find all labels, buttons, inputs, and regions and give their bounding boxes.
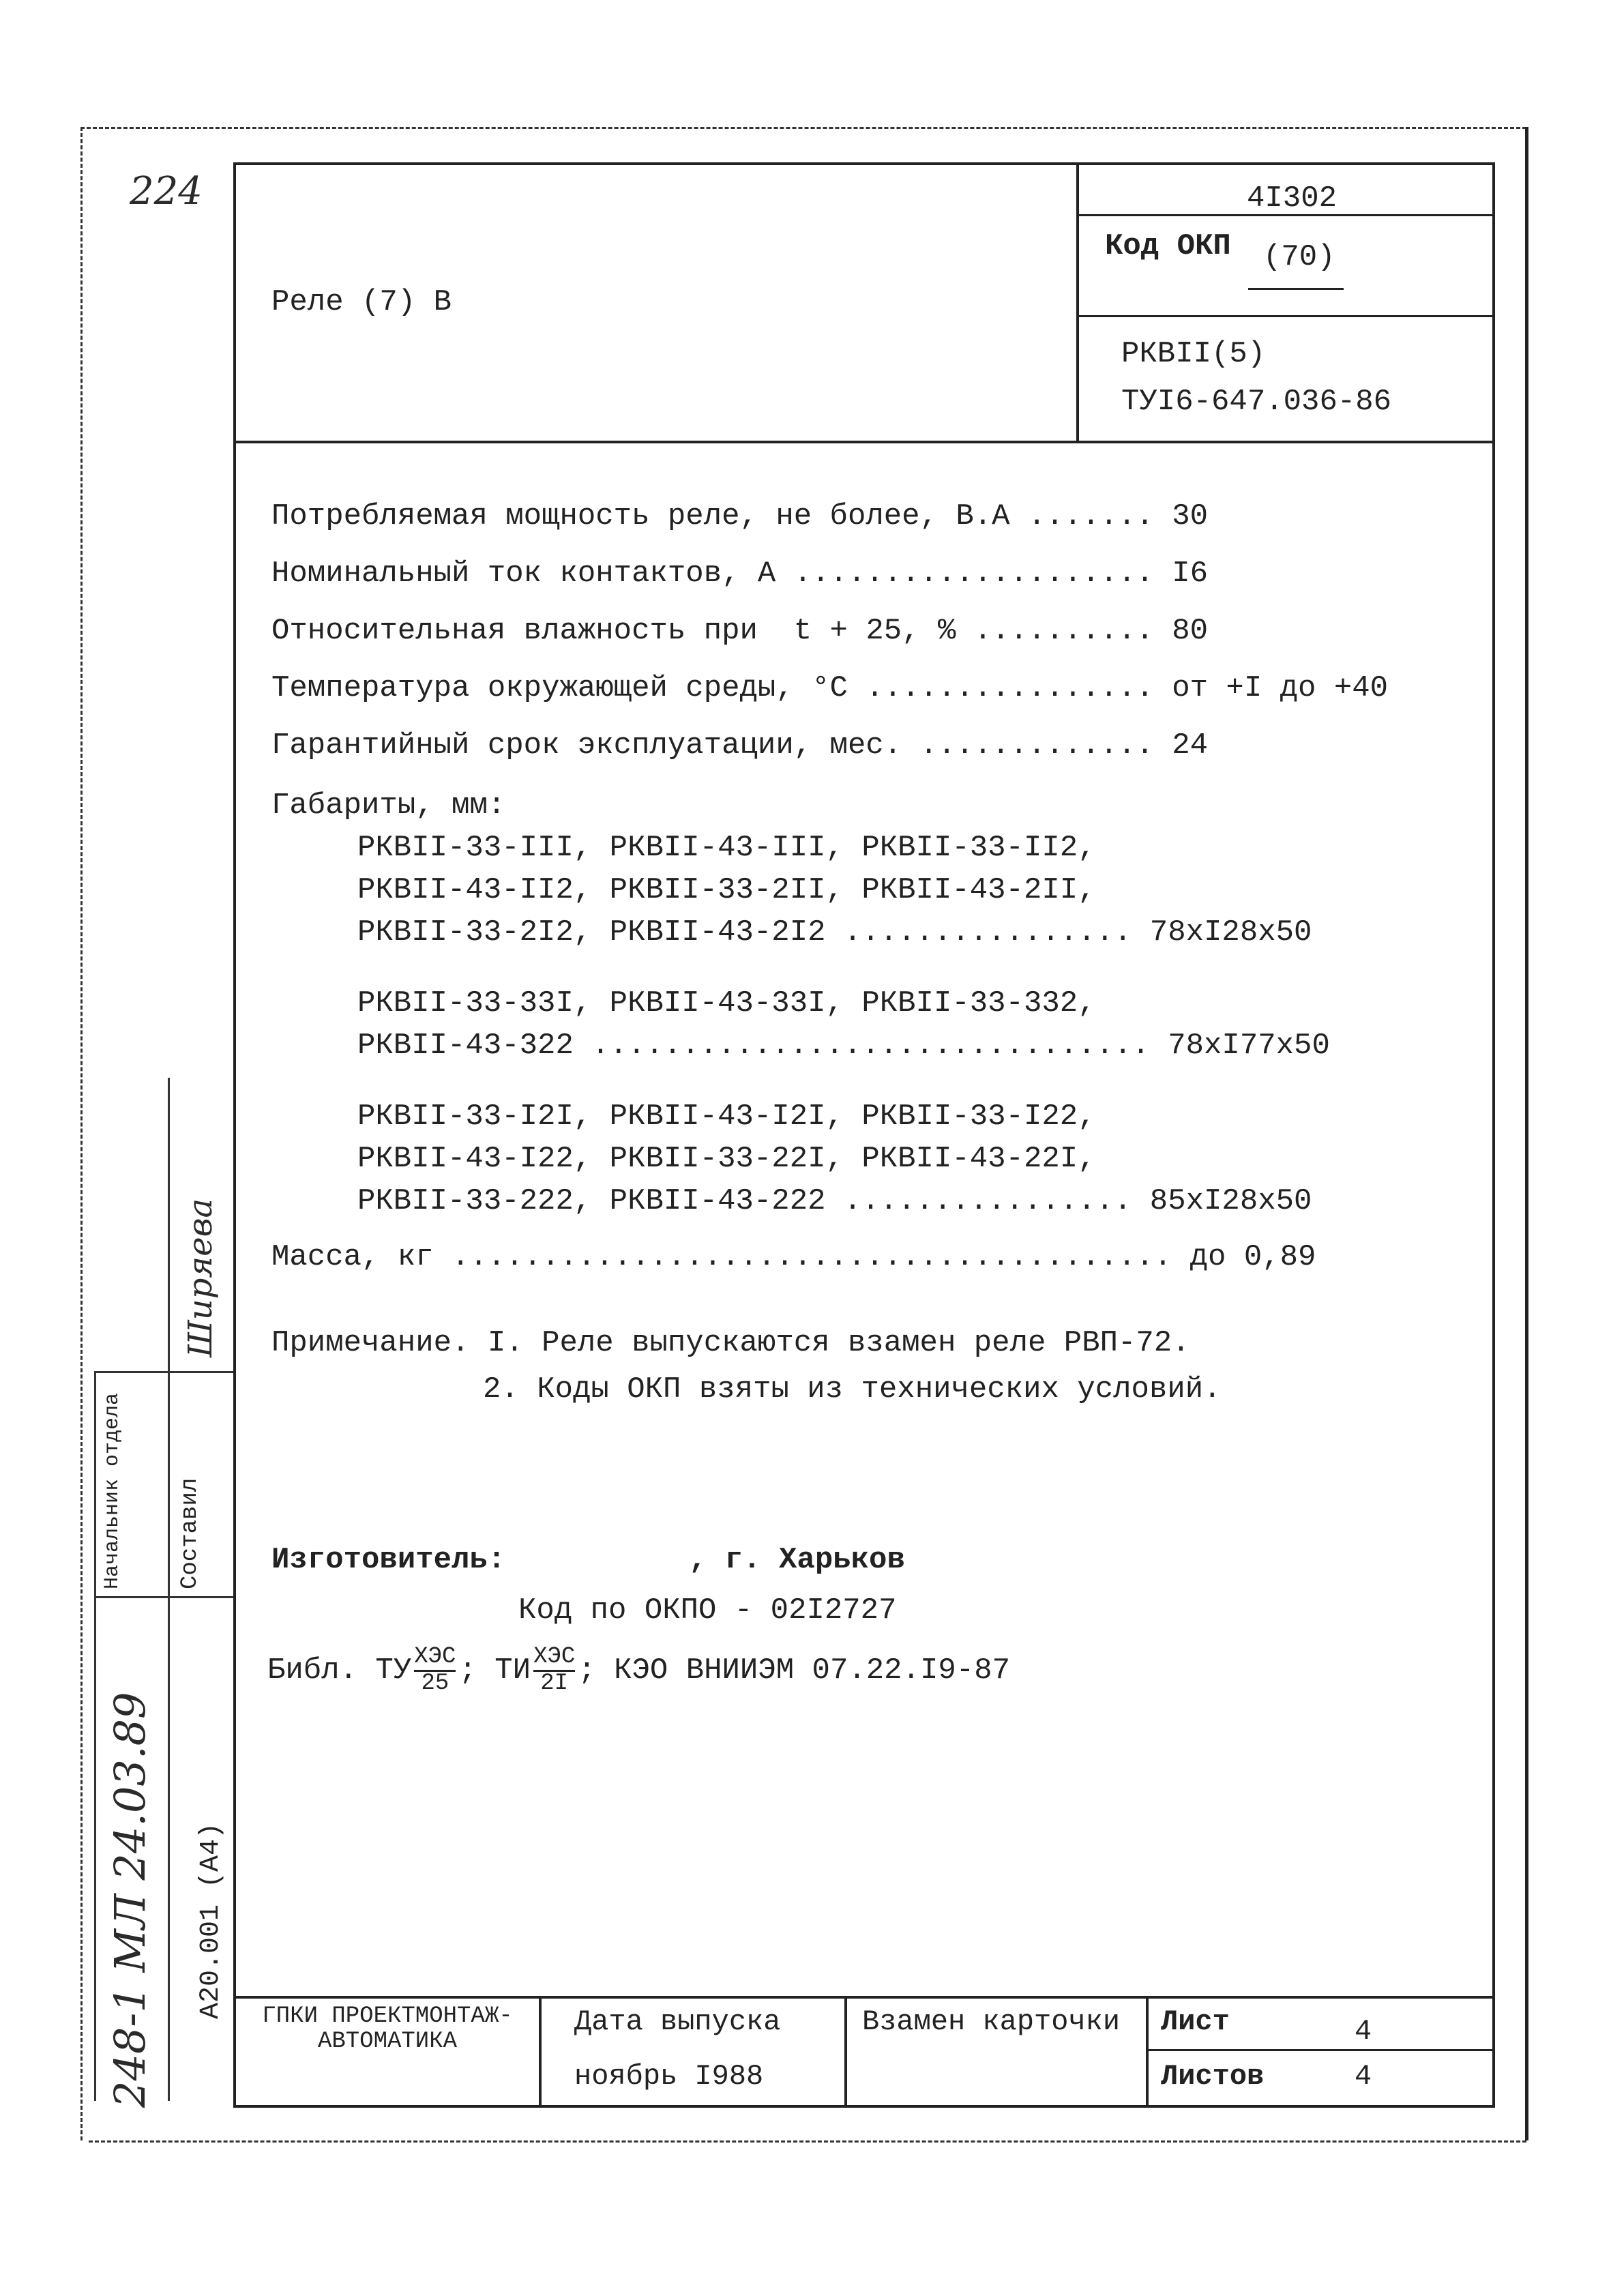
- spec-value: 24: [1172, 728, 1209, 763]
- spec-code: ТУI6-647.036-86: [1121, 385, 1392, 419]
- model-line: РКВII-33-33I, РКВII-43-33I, РКВII-33-332,: [357, 986, 1096, 1020]
- model-line: РКВII-43-I22, РКВII-33-22I, РКВII-43-22I,: [357, 1142, 1096, 1176]
- model-code: РКВII(5): [1121, 337, 1266, 371]
- model-line: [357, 1029, 1330, 1071]
- handwritten-reference: 248-1 МЛ 24.03.89: [105, 1692, 155, 2108]
- doc-ref: А20.001 (А4): [196, 1822, 226, 2019]
- spec-label: Температура окружающей среды, °С ................: [271, 671, 1154, 705]
- dimension-group-1: [357, 831, 1312, 958]
- dimensions-heading: Габариты, мм:: [271, 789, 506, 823]
- spec-row: [271, 671, 1388, 728]
- spec-row: [271, 499, 1388, 557]
- cut-line-left: [80, 127, 83, 2140]
- footer-organization: ГПКИ ПРОЕКТМОНТАЖ- АВТОМАТИКА: [262, 2003, 513, 2055]
- header-divider: [1076, 162, 1079, 442]
- model-line: РКВII-33-I2I, РКВII-43-I2I, РКВII-33-I22,: [357, 1100, 1096, 1134]
- spec-row: [271, 557, 1388, 614]
- spec-value: 80: [1172, 614, 1209, 648]
- okpo-code: Код по ОКПО - 02I2727: [518, 1593, 897, 1628]
- cut-line-right: [1525, 127, 1528, 2140]
- spec-value: I6: [1172, 557, 1209, 591]
- card-title: Реле (7) В: [271, 285, 452, 319]
- model-line-text: РКВII-43-322 ...............................: [357, 1029, 1150, 1063]
- head-of-dept-label: Начальник отдела: [101, 1392, 124, 1589]
- handwritten-page-number: 224: [130, 169, 203, 214]
- mass-row: [271, 1240, 1316, 1274]
- biblio-ti: ; ТИ: [458, 1653, 531, 1688]
- cut-line-top: [80, 127, 1526, 129]
- header-rule-2: [1076, 315, 1495, 317]
- okp-underline: [1248, 288, 1344, 290]
- margin-divider-1: [168, 1078, 170, 2101]
- spec-list: [271, 499, 1388, 786]
- spec-row: [271, 728, 1388, 786]
- biblio-prefix: Библ. ТУ: [267, 1653, 412, 1688]
- code-number: 4I302: [1247, 181, 1337, 216]
- footer-divider-1: [539, 1996, 542, 2108]
- mass-value: до 0,89: [1189, 1240, 1316, 1274]
- model-line-text: РКВII-33-2I2, РКВII-43-2I2 ................: [357, 915, 1132, 950]
- dimension-value: 78хI77х50: [1168, 1029, 1330, 1063]
- biblio-line: [267, 1645, 1010, 1696]
- manufacturer-city: , г. Харьков: [689, 1543, 905, 1577]
- note-line-1: Примечание. I. Реле выпускаются взамен реле РВП-72.: [271, 1326, 1190, 1360]
- header-bottom-rule: [233, 441, 1495, 443]
- replaces-card-label: Взамен карточки: [862, 2005, 1121, 2038]
- margin-rule-1: [94, 1371, 233, 1373]
- issue-date-value: ноябрь I988: [574, 2060, 764, 2093]
- sheet-label: Лист: [1161, 2005, 1230, 2038]
- dimension-value: 85хI28х50: [1149, 1184, 1312, 1218]
- model-line: РКВII-33-III, РКВII-43-III, РКВII-33-II2,: [357, 831, 1096, 865]
- spec-label: Номинальный ток контактов, А ....................: [271, 557, 1154, 591]
- spec-label: Относительная влажность при t + 25, % ..........: [271, 614, 1154, 648]
- fraction-denominator: 2I: [540, 1670, 569, 1696]
- spec-label: Потребляемая мощность реле, не более, В.А .......: [271, 499, 1154, 533]
- biblio-fraction-2: [533, 1645, 575, 1696]
- dimension-group-2: [357, 986, 1330, 1071]
- dimension-value: 78хI28х50: [1149, 915, 1312, 950]
- dimension-group-3: [357, 1100, 1312, 1226]
- okp-label: Код ОКП: [1105, 229, 1231, 263]
- margin-rule-2: [94, 1596, 233, 1598]
- footer-sheet-rule: [1146, 2049, 1495, 2051]
- cut-line-bottom: [89, 2140, 1526, 2143]
- footer-top-rule: [233, 1996, 1495, 1999]
- spec-value: от +I до +40: [1172, 671, 1389, 705]
- issue-date-label: Дата выпуска: [574, 2005, 781, 2038]
- footer-divider-3: [1146, 1996, 1149, 2108]
- compiled-signature: Ширяева: [181, 1198, 220, 1357]
- model-line: РКВII-43-II2, РКВII-33-2II, РКВII-43-2II,: [357, 873, 1096, 907]
- footer-divider-2: [844, 1996, 847, 2108]
- note-line-2: 2. Коды ОКП взяты из технических условий.: [483, 1372, 1222, 1407]
- compiled-label: Составил: [177, 1477, 203, 1589]
- sheet-value: 4: [1355, 2015, 1372, 2048]
- fraction-denominator: 25: [421, 1670, 449, 1696]
- mass-label: Масса, кг ........................................: [271, 1240, 1172, 1274]
- spec-label: Гарантийный срок эксплуатации, мес. .............: [271, 728, 1154, 763]
- sheets-label: Листов: [1161, 2060, 1265, 2093]
- biblio-rest: ; КЭО ВНИИЭМ 07.22.I9-87: [578, 1653, 1010, 1688]
- spec-value: 30: [1172, 499, 1209, 533]
- fraction-numerator: ХЭС: [414, 1645, 456, 1672]
- margin-divider-0: [94, 1371, 96, 2101]
- okp-value: (70): [1263, 240, 1335, 274]
- sheets-value: 4: [1355, 2060, 1372, 2093]
- biblio-fraction-1: [414, 1645, 456, 1696]
- manufacturer-label: Изготовитель:: [271, 1543, 506, 1577]
- fraction-numerator: ХЭС: [533, 1645, 575, 1672]
- model-line-text: РКВII-33-222, РКВII-43-222 ................: [357, 1184, 1132, 1218]
- model-line: [357, 1184, 1312, 1226]
- spec-row: [271, 614, 1388, 671]
- model-line: [357, 915, 1312, 958]
